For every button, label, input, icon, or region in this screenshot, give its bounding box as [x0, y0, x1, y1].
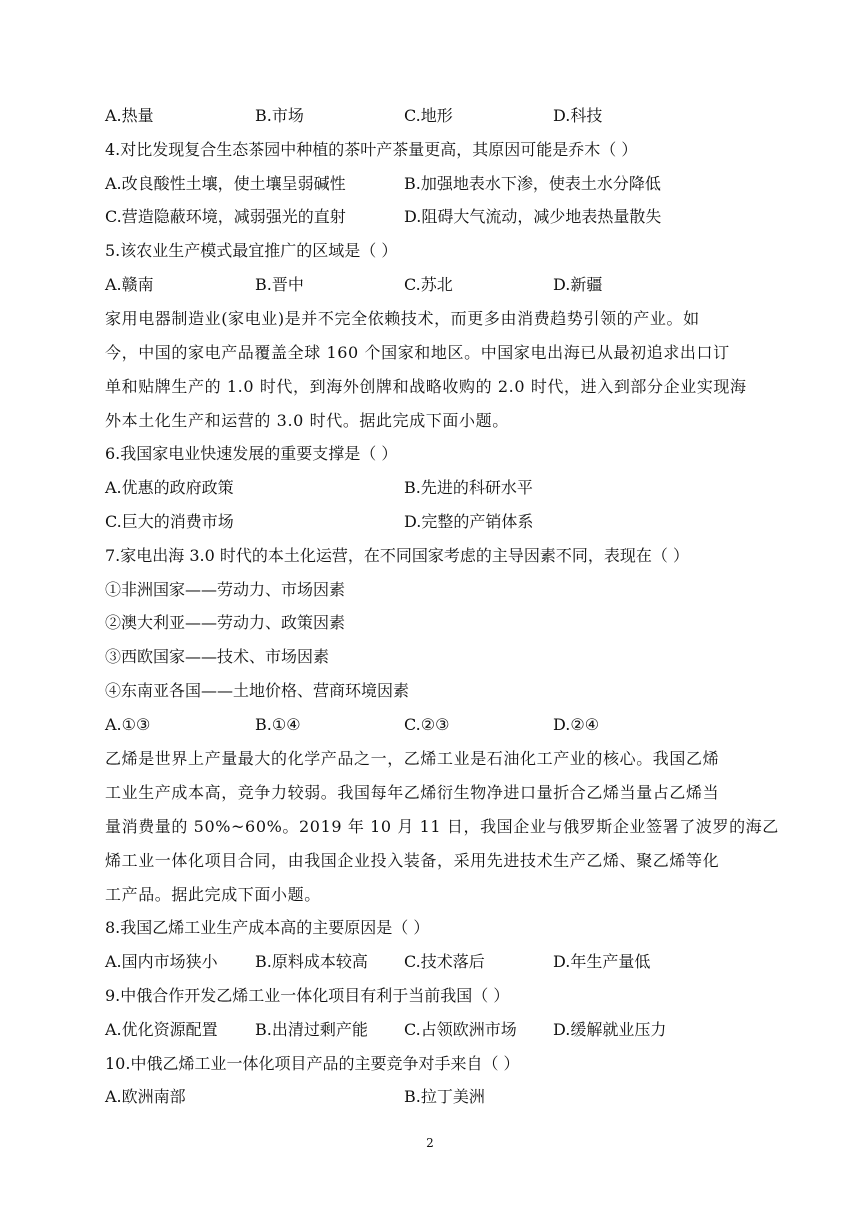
q9-stem: 9.中俄合作开发乙烯工业一体化项目有利于当前我国（ ） — [105, 986, 510, 1005]
q3-option-b[interactable]: B.市场 — [255, 106, 304, 125]
q4-option-d[interactable]: D.阻碍大气流动，减少地表热量散失 — [404, 207, 662, 226]
q3-option-d[interactable]: D.科技 — [553, 106, 603, 125]
q7-item-1: ①非洲国家——劳动力、市场因素 — [105, 580, 346, 599]
q3-option-a[interactable]: A.热量 — [105, 106, 154, 125]
q6-option-c[interactable]: C.巨大的消费市场 — [105, 512, 234, 531]
q7-item-4: ④东南亚各国——土地价格、营商环境因素 — [105, 681, 410, 700]
passage1-line: 外本土化生产和运营的 3.0 时代。据此完成下面小题。 — [105, 411, 509, 430]
passage2-line: 工产品。据此完成下面小题。 — [105, 885, 321, 904]
passage2-line: 烯工业一体化项目合同，由我国企业投入装备，采用先进技术生产乙烯、聚乙烯等化 — [105, 851, 720, 870]
passage1-line: 单和贴牌生产的 1.0 时代，到海外创牌和战略收购的 2.0 时代，进入到部分企业实现海 — [105, 377, 747, 396]
q10-option-b[interactable]: B.拉丁美洲 — [404, 1087, 485, 1106]
q7-option-a[interactable]: A.①③ — [105, 715, 151, 734]
q7-stem: 7.家电出海 3.0 时代的本土化运营，在不同国家考虑的主导因素不同，表现在（ ） — [105, 546, 689, 565]
q5-option-a[interactable]: A.赣南 — [105, 275, 154, 294]
q9-option-c[interactable]: C.占领欧洲市场 — [404, 1020, 517, 1039]
q8-option-c[interactable]: C.技术落后 — [404, 952, 485, 971]
q3-option-c[interactable]: C.地形 — [404, 106, 453, 125]
q9-option-a[interactable]: A.优化资源配置 — [105, 1020, 218, 1039]
q5-option-d[interactable]: D.新疆 — [553, 275, 603, 294]
q9-option-b[interactable]: B.出清过剩产能 — [255, 1020, 368, 1039]
q7-item-3: ③西欧国家——技术、市场因素 — [105, 647, 330, 666]
q4-option-c[interactable]: C.营造隐蔽环境，减弱强光的直射 — [105, 207, 346, 226]
q6-option-b[interactable]: B.先进的科研水平 — [404, 478, 533, 497]
q5-option-b[interactable]: B.晋中 — [255, 275, 304, 294]
q10-stem: 10.中俄乙烯工业一体化项目产品的主要竞争对手来自（ ） — [105, 1054, 520, 1073]
passage1-line: 家用电器制造业(家电业)是并不完全依赖技术，而更多由消费趋势引领的产业。如 — [105, 309, 700, 328]
q5-stem: 5.该农业生产模式最宜推广的区域是（ ） — [105, 241, 398, 260]
passage2-line: 乙烯是世界上产量最大的化学产品之一，乙烯工业是石油化工产业的核心。我国乙烯 — [105, 749, 720, 768]
q8-option-a[interactable]: A.国内市场狭小 — [105, 952, 218, 971]
q4-stem: 4.对比发现复合生态茶园中种植的茶叶产茶量更高，其原因可能是乔木（ ） — [105, 140, 638, 159]
q7-option-d[interactable]: D.②④ — [553, 715, 600, 734]
q9-option-d[interactable]: D.缓解就业压力 — [553, 1020, 667, 1039]
q8-stem: 8.我国乙烯工业生产成本高的主要原因是（ ） — [105, 918, 430, 937]
q10-option-a[interactable]: A.欧洲南部 — [105, 1087, 186, 1106]
q6-stem: 6.我国家电业快速发展的重要支撑是（ ） — [105, 444, 398, 463]
q8-option-d[interactable]: D.年生产量低 — [553, 952, 651, 971]
q6-option-a[interactable]: A.优惠的政府政策 — [105, 478, 234, 497]
q4-option-a[interactable]: A.改良酸性土壤，使土壤呈弱碱性 — [105, 174, 346, 193]
page-number: 2 — [426, 1136, 434, 1150]
passage2-line: 工业生产成本高，竞争力较弱。我国每年乙烯衍生物净进口量折合乙烯当量占乙烯当 — [105, 783, 720, 802]
q7-item-2: ②澳大利亚——劳动力、政策因素 — [105, 613, 346, 632]
q6-option-d[interactable]: D.完整的产销体系 — [404, 512, 534, 531]
q7-option-b[interactable]: B.①④ — [255, 715, 301, 734]
q5-option-c[interactable]: C.苏北 — [404, 275, 453, 294]
passage1-line: 今，中国的家电产品覆盖全球 160 个国家和地区。中国家电出海已从最初追求出口订 — [105, 343, 730, 362]
q7-option-c[interactable]: C.②③ — [404, 715, 450, 734]
q8-option-b[interactable]: B.原料成本较高 — [255, 952, 368, 971]
passage2-line: 量消费量的 50%~60%。2019 年 10 月 11 日，我国企业与俄罗斯企业签署了波罗的海乙 — [105, 817, 779, 836]
q4-option-b[interactable]: B.加强地表水下渗，使表土水分降低 — [404, 174, 661, 193]
